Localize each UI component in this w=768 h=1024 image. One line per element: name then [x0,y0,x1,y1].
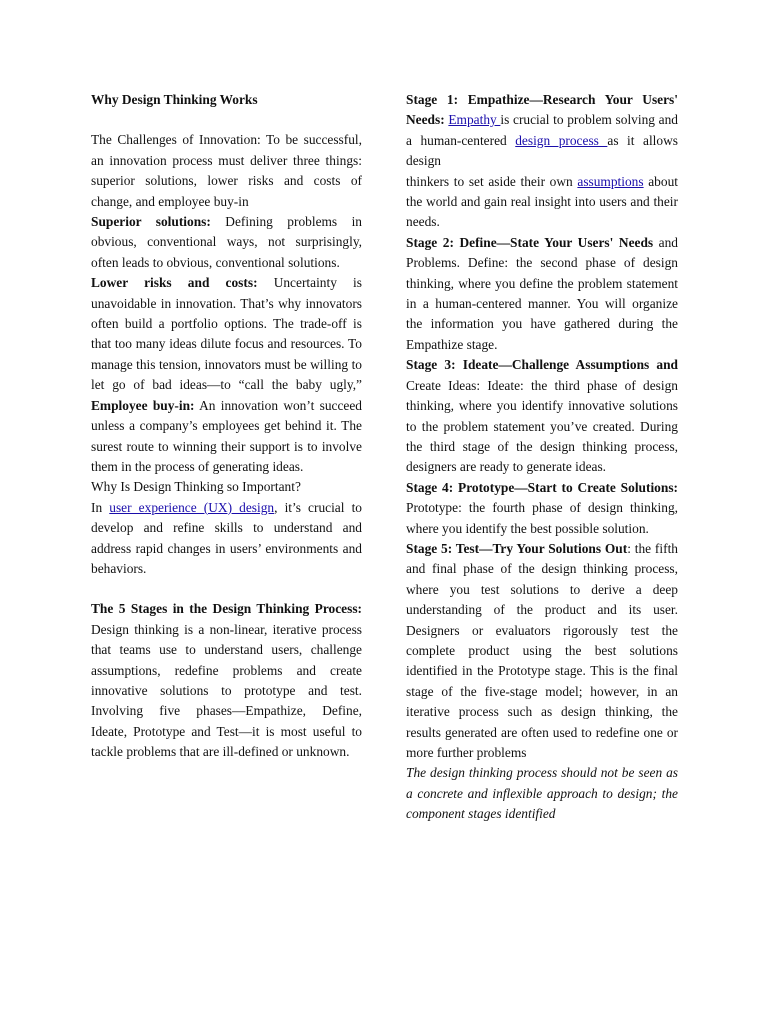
stage-2-label: Stage 2: Define—State Your Users' Needs [406,234,654,250]
stage-3-paragraph: Stage 3: Ideate—Challenge Assumptions and Create Ideas: Ideate: the third phase of design thinking, where you identify innovative solutions to the problem statement you’ve created. During the third stage of the design thinking process, designers are ready to generate ideas. [406,357,678,475]
left-column [91,90,362,763]
empathy-link[interactable]: Empathy [448,112,501,128]
spacer [91,110,362,130]
five-stages-label: The 5 Stages in the Design Thinking Process: [91,601,362,617]
stage-1-continued: thinkers to set aside their own assumptions about the world and gain real insight into users and their needs. [406,173,678,230]
ux-paragraph: In user experience (UX) design, it’s crucial to develop and refine skills to understand and address rapid changes in users’ environments and behaviors. [91,499,362,576]
superior-solutions-label: Superior solutions: [91,214,211,230]
stage-5-paragraph: Stage 5: Test—Try Your Solutions Out: the fifth and final phase of the design thinking process, where you test solutions to derive a deep understanding of the product and its user. Designers or evaluators rigorously test the complete product using the best solutions identified in the Prototype stage. This is the final stage of the five-stage model; however, in an iterative process such as design thinking, the results generated are often used to redefine one or more further problems [406,540,678,760]
ux-design-link[interactable]: user experience (UX) design [109,499,275,515]
stage-2-paragraph: Stage 2: Define—State Your Users' Needs and Problems. Define: the second phase of design thinking, where you define the problem statement in a human-centered manner. You will organize the information you have gathered during the Empathize stage. [406,234,678,352]
challenges-paragraph: The Challenges of Innovation: To be successful, an innovation process must deliver three things: superior solutions, lower risks and costs of change, and employee buy-in [91,132,362,209]
five-stages-paragraph: The 5 Stages in the Design Thinking Process: Design thinking is a non-linear, iterative process that teams use to understand users, challenge assumptions, redefine problems and create innovative solutions to prototype and test. Involving five phases—Empathize, Define, Ideate, Prototype and Test—it is most useful to tackle problems that are ill-defined or unknown. [91,601,362,760]
stage-1-label: Stage 1: Empathize—Research Your Users' Needs: [406,92,678,128]
stage-1-paragraph: Stage 1: Empathize—Research Your Users' Needs: Empathy is crucial to problem solving and a human-centered design process as it allows design [406,92,678,169]
employee-buy-in-label: Employee buy-in: [91,397,195,413]
spacer [91,579,362,599]
lower-risks-paragraph: Lower risks and costs: Uncertainty is unavoidable in innovation. That’s why innovators often build a portfolio options. The trade-off is that too many ideas dilute focus and resources. To manage this tension, innovators must be willing to let go of bad ideas—to “call the baby ugly,” Employee buy-in: An innovation won’t succeed unless a company’s employees get behind it. The surest route to winning their support is to involve them in the process of generating ideas. [91,275,362,474]
stage-4-paragraph: Stage 4: Prototype—Start to Create Solutions: Prototype: the fourth phase of design thinking, where you identify the best possible solution. [406,479,678,536]
why-important-heading: Why Is Design Thinking so Important? [91,479,301,495]
article-title: Why Design Thinking Works [91,92,258,107]
superior-solutions-paragraph: Superior solutions: Defining problems in obvious, conventional ways, not surprisingly, often leads to obvious, conventional solutions. [91,214,362,270]
lower-risks-label: Lower risks and costs: [91,275,258,291]
stage-4-label: Stage 4: Prototype—Start to Create Solutions: [406,479,678,495]
stage-3-label: Stage 3: Ideate—Challenge Assumptions and [406,357,678,373]
design-process-link[interactable]: design process [515,132,608,148]
right-column [406,90,678,825]
stage-5-label: Stage 5: Test—Try Your Solutions Out [406,540,628,556]
assumptions-link[interactable]: assumptions [577,173,644,189]
closing-italic-paragraph: The design thinking process should not be seen as a concrete and inflexible approach to design; the component stages identified [406,765,678,822]
